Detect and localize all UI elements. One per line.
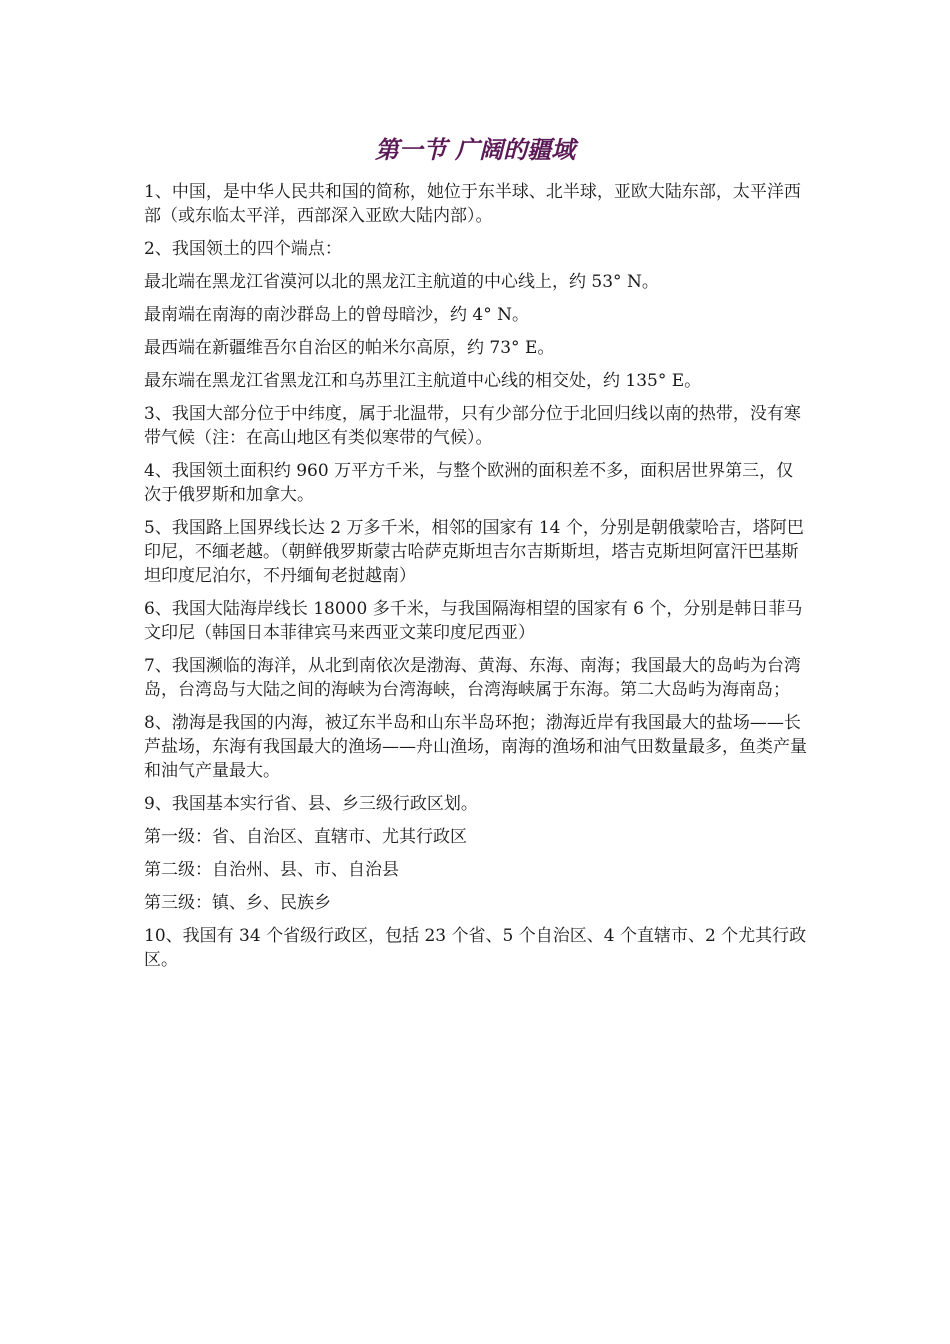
paragraph-6: 6、我国大陆海岸线长 18000 多千米，与我国隔海相望的国家有 6 个，分别是韩日菲马文印尼（韩国日本菲律宾马来西亚文莱印度尼西亚） <box>144 599 803 643</box>
paragraph-8: 8、渤海是我国的内海，被辽东半岛和山东半岛环抱；渤海近岸有我国最大的盐场——长芦盐场，东海有我国最大的渔场——舟山渔场，南海的渔场和油气田数量最多，鱼类产量和油气产量最大。 <box>144 713 807 781</box>
paragraph-1: 1、中国，是中华人民共和国的简称，她位于东半球、北半球，亚欧大陆东部，太平洋西部（或东临太平洋，西部深入亚欧大陆内部）。 <box>144 182 801 226</box>
paragraph-7: 7、我国濒临的海洋，从北到南依次是渤海、黄海、东海、南海；我国最大的岛屿为台湾岛，台湾岛与大陆之间的海峡为台湾海峡，台湾海峡属于东海。第二大岛屿为海南岛； <box>144 656 801 700</box>
paragraph-level-2: 第二级：自治州、县、市、自治县 <box>144 860 399 880</box>
paragraph-westernmost: 最西端在新疆维吾尔自治区的帕米尔高原，约 73° E。 <box>144 338 555 358</box>
paragraph-4: 4、我国领土面积约 960 万平方千米，与整个欧洲的面积差不多，面积居世界第三，仅次于俄罗斯和加拿大。 <box>144 461 794 505</box>
paragraph-5: 5、我国路上国界线长达 2 万多千米，相邻的国家有 14 个，分别是朝俄蒙哈吉，塔阿巴印尼，不缅老越。（朝鲜俄罗斯蒙古哈萨克斯坦吉尔吉斯斯坦，塔吉克斯坦阿富汗巴基斯坦印度尼泊尔，不丹缅甸老挝越南） <box>144 518 804 586</box>
document-body <box>144 180 808 981</box>
paragraph-9: 9、我国基本实行省、县、乡三级行政区划。 <box>144 794 478 814</box>
paragraph-level-3: 第三级：镇、乡、民族乡 <box>144 893 331 913</box>
paragraph-2: 2、我国领土的四个端点： <box>144 239 342 259</box>
paragraph-northernmost: 最北端在黑龙江省漠河以北的黑龙江主航道的中心线上，约 53° N。 <box>144 272 659 292</box>
paragraph-easternmost: 最东端在黑龙江省黑龙江和乌苏里江主航道中心线的相交处，约 135° E。 <box>144 371 702 391</box>
paragraph-southernmost: 最南端在南海的南沙群岛上的曾母暗沙，约 4° N。 <box>144 305 529 325</box>
paragraph-3: 3、我国大部分位于中纬度，属于北温带，只有少部分位于北回归线以南的热带，没有寒带气候（注：在高山地区有类似寒带的气候）。 <box>144 404 801 448</box>
paragraph-10: 10、我国有 34 个省级行政区，包括 23 个省、5 个自治区、4 个直辖市、2 个尤其行政区。 <box>144 926 807 970</box>
section-title: 第一节 广阔的疆域 <box>374 136 576 164</box>
paragraph-level-1: 第一级：省、自治区、直辖市、尤其行政区 <box>144 827 467 847</box>
